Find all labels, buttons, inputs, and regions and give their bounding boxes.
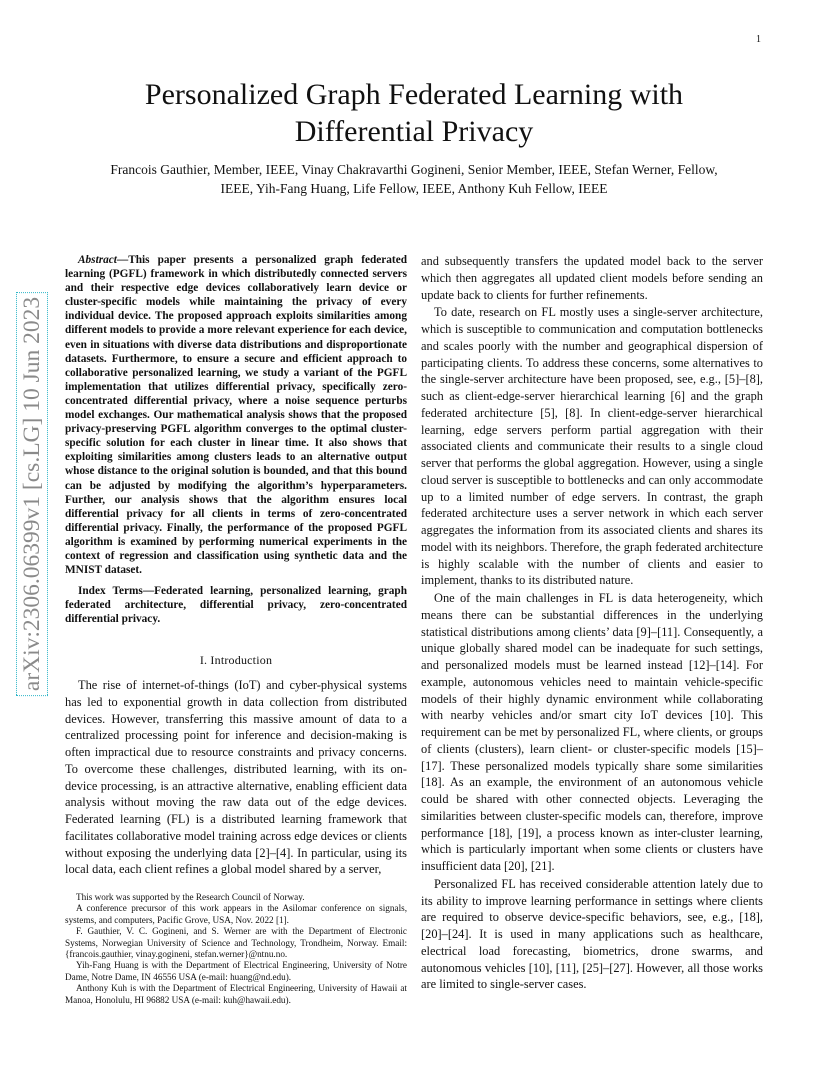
intro-paragraph: The rise of internet-of-things (IoT) and cyber-physical systems has led to exponential growth in data collection from distributed devices. However, transferring this massive amount of data to a centralized processing point for inference and decision-making is often impractical due to resource constraints and privacy concerns. To overcome these challenges, distributed learning, with its on-device processing, is an attractive alternative, enabling efficient data analysis without moving the raw data out of the edge devices. Federated learning (FL) is a distributed learning framework that facilitates collaborative model training across edge devices or clients without exposing the underlying data [2]–[4]. In particular, using its local data, each client refines a global model shared by a server,: [65, 678, 407, 877]
index-terms: [65, 584, 407, 626]
arxiv-stamp: [12, 262, 52, 726]
body-paragraph: One of the main challenges in FL is data heterogeneity, which means there can be substantial differences in the underlying statistical distributions among clients’ data [9]–[11]. Consequently, a unique globally shared model can be inadequate for such settings, and personalized models must be learned instead [12]–[14]. For example, autonomous vehicles need to maintain vehicle-specific models of their highly dynamic environment while collaborating with nearby vehicles and/or smart city IoT devices [10]. This requirement can be met by personalized FL, where clients, or groups of clients (clusters), learn client- or cluster-specific models [15]–[17]. These personalized models typically share some similarities [18]. As an example, the environment of an autonomous vehicle could be shared with other connected objects. Leveraging the similarities between cluster-specific models can, therefore, improve performance [18], [19], a process known as inter-cluster learning, which is particularly important when some clients or clusters have insufficient data [20], [21].: [421, 591, 763, 873]
authors-line-1: Francois Gauthier, Member, IEEE, Vinay Chakravarthi Gogineni, Senior Member, IEEE, Stefan Werner, Fellow,: [110, 162, 718, 177]
footnote: Yih-Fang Huang is with the Department of Electrical Engineering, University of Notre Dame, Notre Dame, IN 46556 USA (e-mail: huang@nd.edu).: [65, 960, 407, 982]
arxiv-stamp-text: arXiv:2306.06399v1 [cs.LG] 10 Jun 2023: [16, 292, 48, 696]
author-list: [60, 160, 768, 198]
abstract-label: Abstract: [78, 254, 117, 266]
section-heading: I. Introduction: [199, 653, 273, 668]
left-column: [65, 253, 407, 878]
abstract-text: —This paper presents a personalized graph federated learning (PGFL) framework in which distributedly connected servers and their respective edge devices collaboratively learn device or cluster-specific models while maintaining the privacy of every individual device. The proposed approach exploits similarities among different models to provide a more relevant experience for each device, even in situations with diverse data distributions and disproportionate datasets. Furthermore, to ensure a secure and efficient approach to collaborative personalized learning, we study a variant of the PGFL implementation that utilizes differential privacy, specifically zero-concentrated differential privacy, where a noise sequence perturbs model exchanges. Our mathematical analysis shows that the proposed privacy-preserving PGFL algorithm converges to the optimal cluster-specific solution for each cluster in linear time. It also shows that exploiting similarities among clusters leads to an alternative output whose distance to the original solution is bounded, and that this bound can be adjusted by modifying the algorithm’s hyperparameters. Further, our analysis shows that the algorithm ensures local differential privacy for all clients in terms of zero-concentrated differential privacy. Finally, the performance of the proposed PGFL algorithm is examined by performing numerical experiments in the context of regression and classification using synthetic data and the MNIST dataset.: [65, 254, 407, 577]
body-paragraph: Personalized FL has received considerable attention lately due to its ability to improve learning performance in settings where clients are required to observe device-specific behaviors, see, e.g., [18], [20]–[24]. It is used in many applications such as healthcare, electrical load forecasting, biometrics, drone swarms, and autonomous vehicles [10], [11], [25]–[27]. However, all those works are limited to single-server cases.: [421, 876, 763, 992]
title-line-2: Differential Privacy: [294, 115, 534, 148]
footnote: Anthony Kuh is with the Department of Electrical Engineering, University of Hawaii at Manoa, Honolulu, HI 96882 USA (e-mail: kuh@hawaii.edu).: [65, 983, 407, 1005]
index-terms-text: —Federated learning, personalized learning, graph federated architecture, differential privacy, zero-concentrated differential privacy.: [65, 585, 408, 626]
footnotes: [65, 892, 407, 1006]
index-terms-label: Index Terms: [78, 585, 143, 598]
abstract: [65, 253, 407, 577]
footnote: This work was supported by the Research Council of Norway.: [76, 892, 305, 902]
right-column: [421, 253, 763, 993]
title-line-1: Personalized Graph Federated Learning with: [144, 78, 684, 111]
body-paragraph: To date, research on FL mostly uses a single-server architecture, which is susceptible to communication and computation bottlenecks and scales poorly with the number and geographical dispersion of participating clients. To address these concerns, some alternatives to the single-server architecture have been proposed, see, e.g., [5]–[8], such as client-edge-server hierarchical learning [6] and the graph federated architecture [5], [8]. In client-edge-server hierarchical learning, edge servers perform partial aggregation with their associated clients and communicate their results to a single cloud server that performs the global aggregation. However, using a single cloud server is susceptible to bottlenecks and can only accommodate up to a limited number of edge servers. In contrast, the graph federated architecture uses a server network in which each server aggregates the information from its associated clients and shares its model with its neighbors. Therefore, the graph federated architecture is highly scalable with the number of clients and easier to implement, thanks to its distributed nature.: [421, 305, 763, 588]
authors-line-2: IEEE, Yih-Fang Huang, Life Fellow, IEEE, Anthony Kuh Fellow, IEEE: [220, 181, 608, 196]
page-number: 1: [756, 34, 761, 45]
paper-title: [0, 76, 828, 150]
footnote: A conference precursor of this work appears in the Asilomar conference on signals, systems, and computers, Pacific Grove, USA, Nov. 2022 [1].: [65, 903, 407, 925]
footnote: F. Gauthier, V. C. Gogineni, and S. Werner are with the Department of Electronic Systems, Norwegian University of Science and Technology, Trondheim, Norway. Email: {francois.gauthier, vinay.gogineni, stefan.werner}@ntnu.no.: [65, 926, 407, 960]
body-paragraph: and subsequently transfers the updated model back to the server which then aggregates all updated client models before sending an update back to clients for further refinements.: [421, 254, 763, 302]
